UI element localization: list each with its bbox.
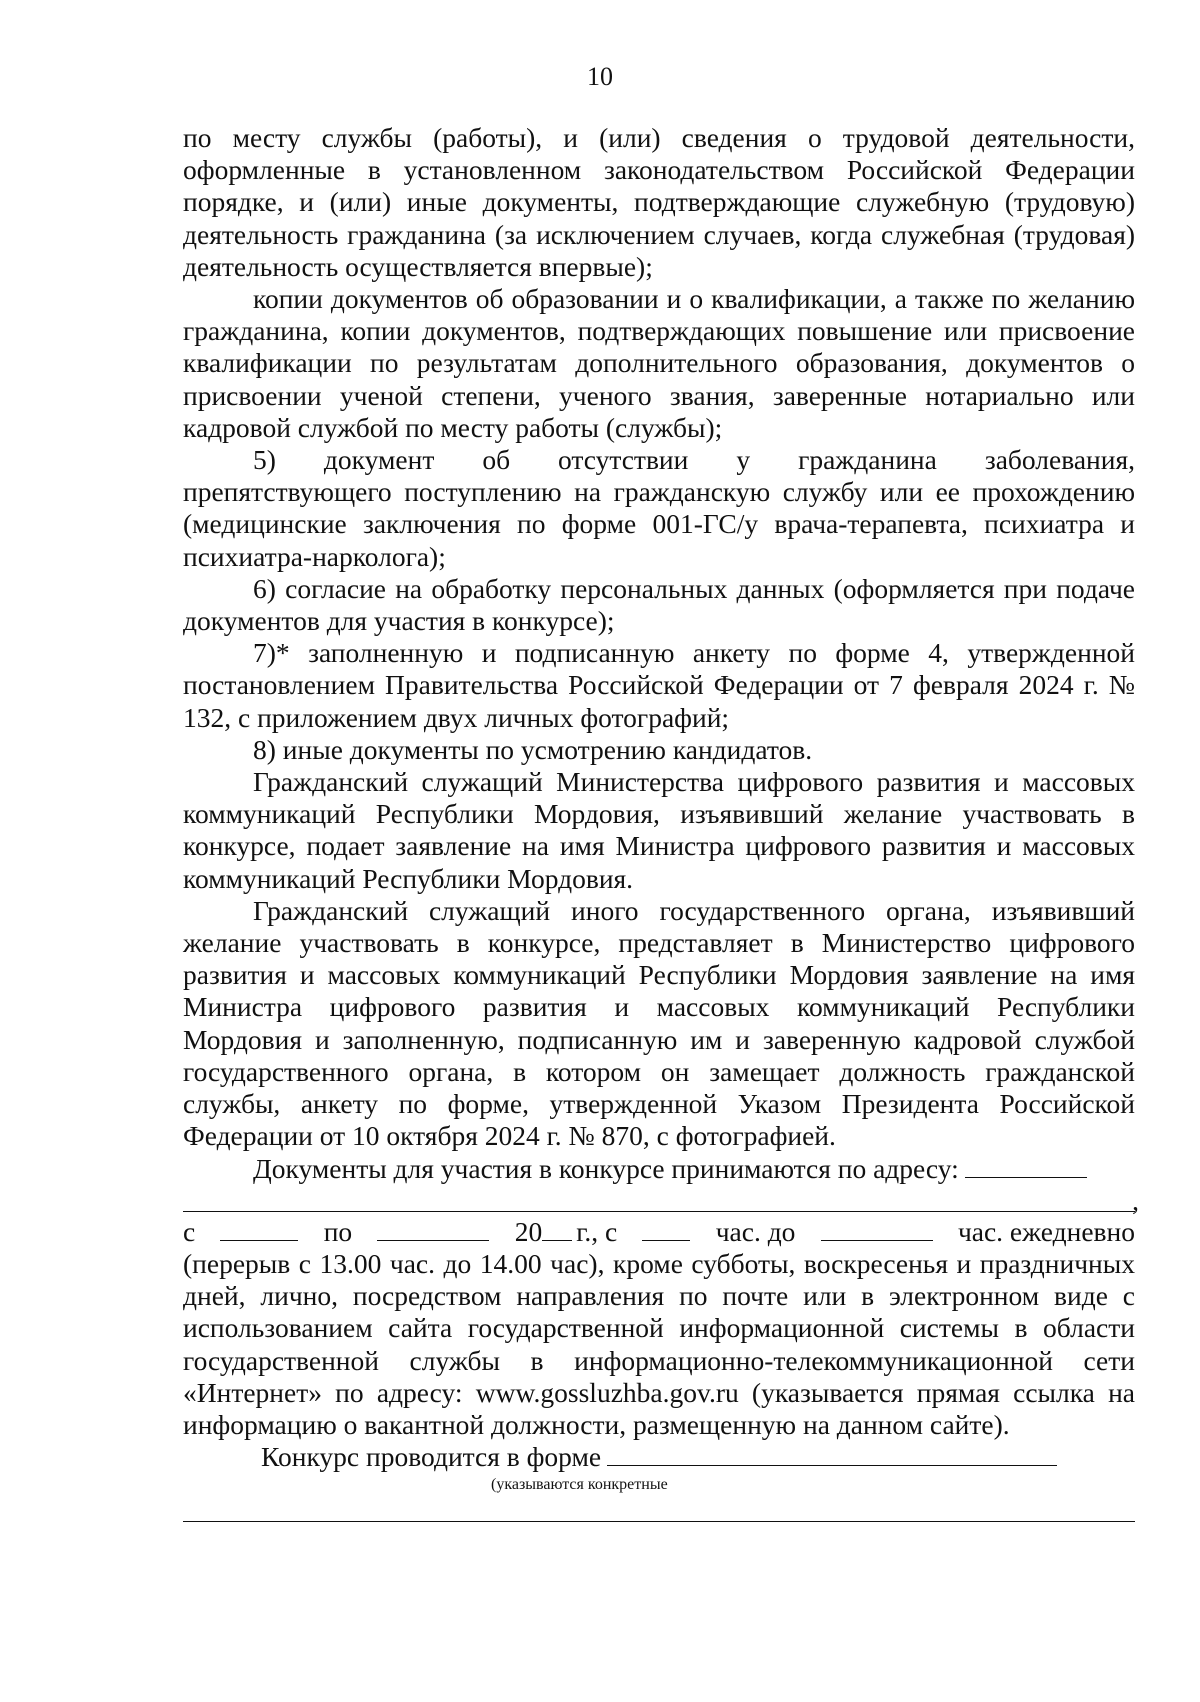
item-5-word: у: [736, 444, 751, 476]
hours-to-blank: [821, 1216, 933, 1241]
form-blank: [607, 1441, 1057, 1466]
from-label: с: [183, 1215, 196, 1247]
schedule-paragraph: (перерыв с 13.00 час. до 14.00 час), кроме субботы, воскресенья и праздничных дней, лично, посредством направления по почте или в электронном виде с использованием сайта государственной информационной системы в области государственной службы в информационно-телекоммуникационной сети «Интернет» по адресу: www.gossluzhba.gov.ru (указывается прямая ссылка на информацию о вакантной должности, размещенную на данном сайте).: [183, 1247, 1135, 1440]
to-label: по: [323, 1215, 353, 1247]
item-5-word: об: [482, 444, 511, 476]
hours-to-label: час. до: [715, 1215, 796, 1247]
item-5-continuation: препятствующего поступлению на гражданскую службу или ее прохождению (медицинские заключения по форме 001-ГС/у врача-терапевта, психиатра и психиатра-нарколога);: [183, 476, 1135, 572]
item-5-word: отсутствии: [558, 444, 689, 476]
page-number: 10: [587, 62, 613, 91]
item-7: 7)* заполненную и подписанную анкету по форме 4, утвержденной постановлением Правительства Российской Федерации от 7 февраля 2024 г. № 132, с приложением двух личных фотографий;: [183, 637, 1135, 733]
form-label: Конкурс проводится в форме: [261, 1441, 602, 1473]
form-caption: (указываются конкретные: [491, 1476, 668, 1494]
form-blank-line: [183, 1505, 1135, 1522]
item-5-word: документ: [323, 444, 435, 476]
hours-from-blank: [642, 1216, 690, 1241]
item-5-first-line: [183, 444, 1135, 476]
year-blank: [542, 1216, 572, 1241]
dates-row: [183, 1216, 1135, 1248]
document-body: [183, 122, 1139, 1522]
address-row: [183, 1153, 1135, 1185]
address-label: Документы для участия в конкурсе принимаются по адресу:: [253, 1152, 959, 1184]
from-date-blank: [220, 1216, 298, 1241]
item-5-word: заболевания,: [984, 444, 1135, 476]
address-blank-line: [183, 1184, 1139, 1216]
year-suffix: г., с: [576, 1215, 618, 1247]
item-6: 6) согласие на обработку персональных данных (оформляется при подаче документов для участия в конкурсе);: [183, 572, 1135, 637]
item-5-word: гражданина: [798, 444, 937, 476]
address-comma: ,: [1132, 1184, 1139, 1216]
to-date-blank: [377, 1216, 489, 1241]
year-prefix: 20: [514, 1215, 543, 1247]
year-group: [515, 1216, 618, 1248]
form-row: [183, 1441, 1135, 1473]
item-5-word: 5): [253, 444, 276, 476]
paragraph-ministry-servant: Гражданский служащий Министерства цифрового развития и массовых коммуникаций Республики Мордовия, изъявивший желание участвовать в конкурсе, подает заявление на имя Министра цифрового развития и массовых коммуникаций Республики Мордовия.: [183, 766, 1135, 894]
paragraph-work-records: по месту службы (работы), и (или) сведения о трудовой деятельности, оформленные в установленном законодательством Российской Федерации порядке, и (или) иные документы, подтверждающие служебную (трудовую) деятельность гражданина (за исключением случаев, когда служебная (трудовая) деятельность осуществляется впервые);: [183, 122, 1135, 282]
address-blank: [965, 1153, 1087, 1178]
daily-label: час. ежедневно: [957, 1215, 1135, 1247]
paragraph-other-agency-servant: Гражданский служащий иного государственного органа, изъявивший желание участвовать в конкурсе, представляет в Министерство цифрового развития и массовых коммуникаций Республики Мордовия заявление на имя Министра цифрового развития и массовых коммуникаций Республики Мордовия и заполненную, подписанную им и заверенную кадровой службой государственного органа, в котором он замещает должность гражданской службы, анкету по форме, утвержденной Указом Президента Российской Федерации от 10 октября 2024 г. № 870, с фотографией.: [183, 894, 1135, 1152]
item-8: 8) иные документы по усмотрению кандидатов.: [253, 733, 813, 765]
paragraph-education-copies: копии документов об образовании и о квалификации, а также по желанию гражданина, копии документов, подтверждающих повышение или присвоение квалификации по результатам дополнительного образования, документов о присвоении ученой степени, ученого звания, заверенные нотариально или кадровой службой по месту работы (службы);: [183, 283, 1135, 443]
